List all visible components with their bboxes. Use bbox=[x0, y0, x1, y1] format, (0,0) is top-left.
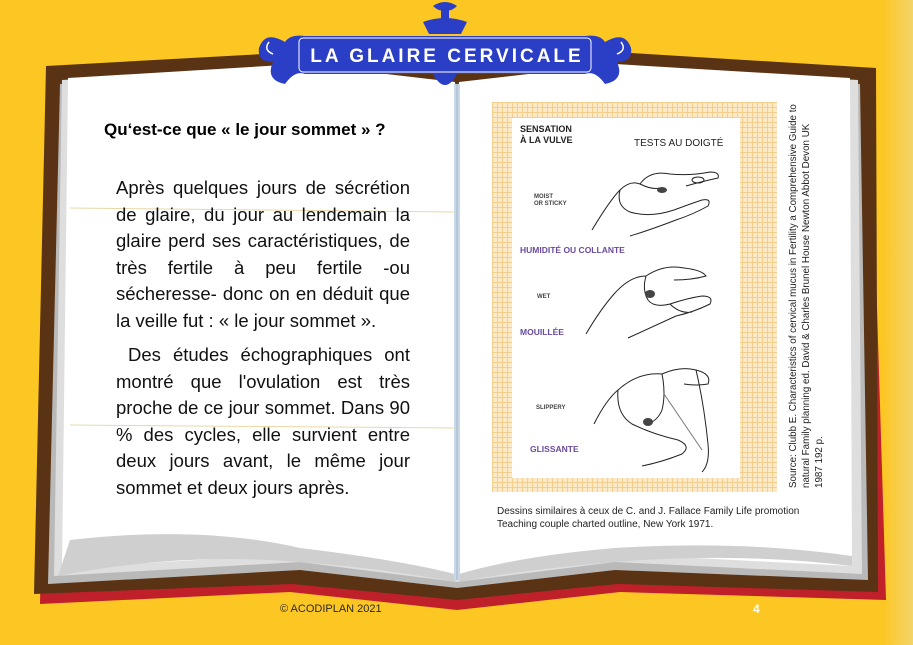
row-3-french: GLISSANTE bbox=[530, 444, 579, 454]
figure-panel bbox=[512, 118, 740, 478]
figure-header-left: SENSATION À LA VULVE bbox=[520, 124, 573, 145]
paragraph-2: Des études échographiques ont montré que l'ovulation est très proche de ce jour sommet. Dans 90 % des cycles, elle survient entre deux jours avant, le même jour sommet et deux jours après. bbox=[116, 344, 410, 498]
hand-wet-illustration bbox=[584, 250, 730, 342]
footer bbox=[0, 603, 913, 623]
row-2-french: MOUILLÉE bbox=[520, 327, 564, 337]
mucus-test-figure bbox=[492, 102, 777, 492]
row-1-english: MOIST OR STICKY bbox=[534, 194, 567, 207]
body-text bbox=[116, 175, 410, 501]
page-title: LA GLAIRE CERVICALE bbox=[310, 46, 584, 67]
figure-source: Source: Clubb E. Characteristics of cervical mucus in Fertility a Comprehensive Guide to natural Family planning ed. David & Charles Brunel House Newton Abbot Devon UK 1987 192 p. bbox=[788, 104, 825, 488]
page-number: 4 bbox=[753, 602, 760, 616]
figure-header-right: TESTS AU DOIGTÉ bbox=[634, 138, 724, 149]
banner-bottom-ornament bbox=[433, 74, 457, 85]
hand-moist-illustration bbox=[590, 160, 730, 238]
paragraph-1: Après quelques jours de sécrétion de glaire, du jour au lendemain la glaire perd ses caractéristiques, de très fertile à peu fertile -ou sécheresse- donc on en déduit que la veille fut : « le jour sommet ». bbox=[116, 177, 410, 331]
hand-slippery-illustration bbox=[592, 354, 732, 476]
figure-caption: Dessins similaires à ceux de C. and J. Fallace Family Life promotion Teaching couple charted outline, New York 1971. bbox=[497, 506, 800, 530]
section-question: Qu‘est-ce que « le jour sommet » ? bbox=[104, 120, 386, 139]
row-3-english: SLIPPERY bbox=[536, 405, 566, 411]
row-1-french: HUMIDITÉ OU COLLANTE bbox=[520, 245, 625, 255]
copyright: © ACODIPLAN 2021 bbox=[280, 603, 382, 615]
row-2-english: WET bbox=[537, 294, 551, 300]
